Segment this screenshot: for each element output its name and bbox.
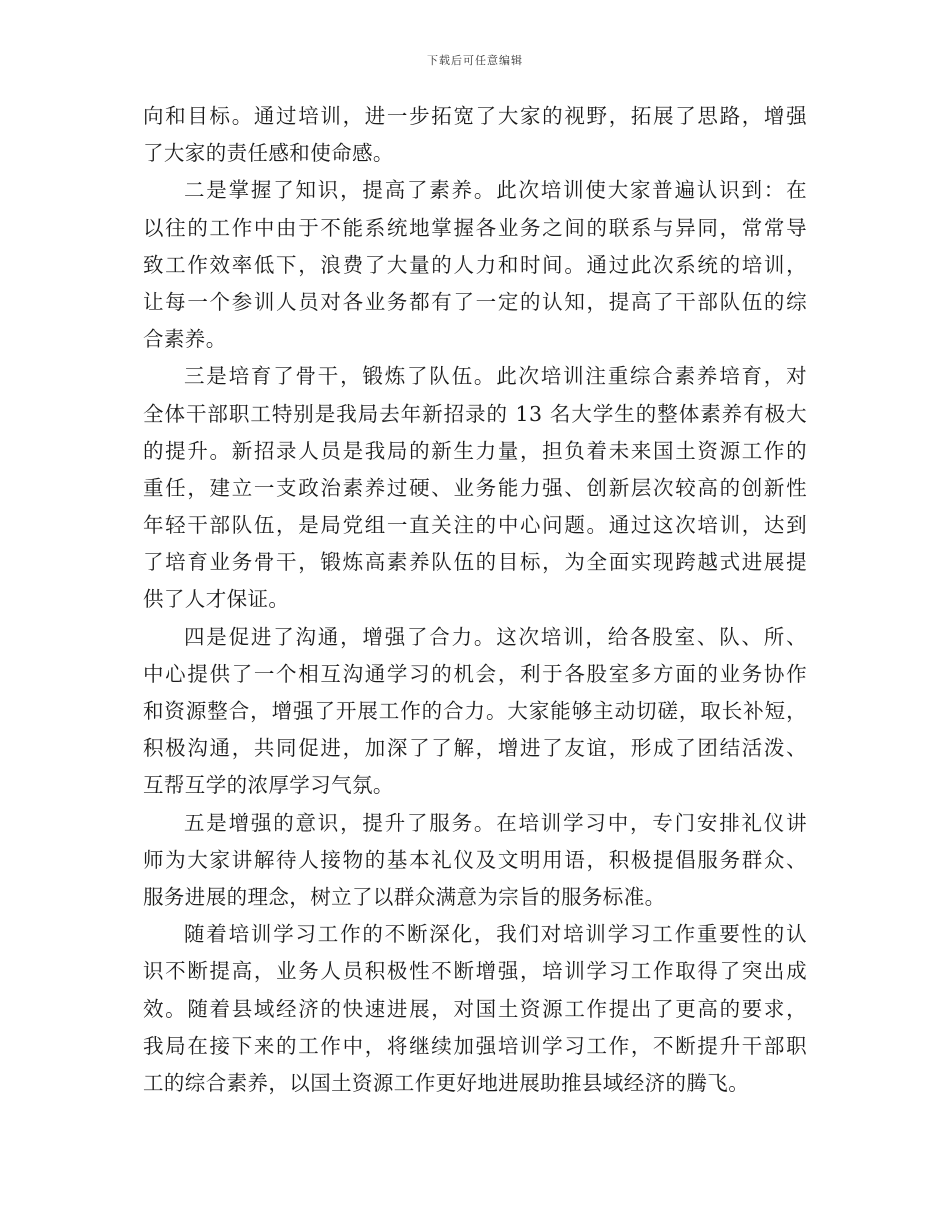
text-line: 二是掌握了知识，提高了素养。此次培训使大家普遍认识到：在: [184, 178, 807, 203]
text-line: 和资源整合，增强了开展工作的合力。大家能够主动切磋，取长补短，: [143, 699, 807, 723]
text-line: 效。随着县域经济的快速进展，对国土资源工作提出了更高的要求，: [143, 996, 807, 1021]
text-line: 识不断提高，业务人员积极性不断增强，培训学习工作取得了突出成: [143, 959, 807, 984]
text-line: 服务进展的理念，树立了以群众满意为宗旨的服务标准。: [143, 884, 666, 909]
text-line: 了大家的责任感和使命感。: [143, 141, 394, 166]
text-line: 合素养。: [143, 327, 227, 352]
text-line: 中心提供了一个相互沟通学习的机会，利于各股室多方面的业务协作: [143, 661, 807, 686]
text-line: 致工作效率低下，浪费了大量的人力和时间。通过此次系统的培训，: [143, 252, 807, 277]
text-line: 向和目标。通过培训，进一步拓宽了大家的视野，拓展了思路，增强: [143, 104, 807, 128]
page-header: 下载后可任意编辑: [427, 54, 523, 67]
text-line: 师为大家讲解待人接物的基本礼仪及文明用语，积极提倡服务群众、: [143, 847, 807, 872]
text-line: 四是促进了沟通，增强了合力。这次培训，给各股室、队、所、: [184, 624, 807, 649]
text-line: 让每一个参训人员对各业务都有了一定的认知，提高了干部队伍的综: [143, 289, 807, 314]
text-line: 积极沟通，共同促进，加深了了解，增进了友谊，形成了团结活泼、: [143, 736, 807, 761]
text-line: 了培育业务骨干，锻炼高素养队伍的目标，为全面实现跨越式进展提: [143, 550, 807, 575]
document-body: [143, 98, 807, 1102]
text-line: 的提升。新招录人员是我局的新生力量，担负着未来国土资源工作的: [143, 438, 807, 463]
text-line: 重任，建立一支政治素养过硬、业务能力强、创新层次较高的创新性: [143, 475, 807, 500]
text-line: 三是培育了骨干，锻炼了队伍。此次培训注重综合素养培育，对: [184, 364, 807, 389]
text-line: 全体干部职工特别是我局去年新招录的 13 名大学生的整体素养有极大: [143, 401, 807, 426]
text-line: 五是增强的意识，提升了服务。在培训学习中，专门安排礼仪讲: [184, 810, 807, 835]
text-line: 工的综合素养，以国土资源工作更好地进展助推县域经济的腾飞。: [143, 1070, 750, 1095]
text-line: 供了人才保证。: [143, 587, 290, 612]
text-line: 我局在接下来的工作中，将继续加强培训学习工作，不断提升干部职: [143, 1033, 807, 1058]
text-line: 年轻干部队伍，是局党组一直关注的中心问题。通过这次培训，达到: [143, 513, 807, 538]
text-line: 随着培训学习工作的不断深化，我们对培训学习工作重要性的认: [184, 922, 807, 947]
text-line: 互帮互学的浓厚学习气氛。: [143, 773, 394, 798]
text-line: 以往的工作中由于不能系统地掌握各业务之间的联系与异同，常常导: [143, 215, 807, 240]
